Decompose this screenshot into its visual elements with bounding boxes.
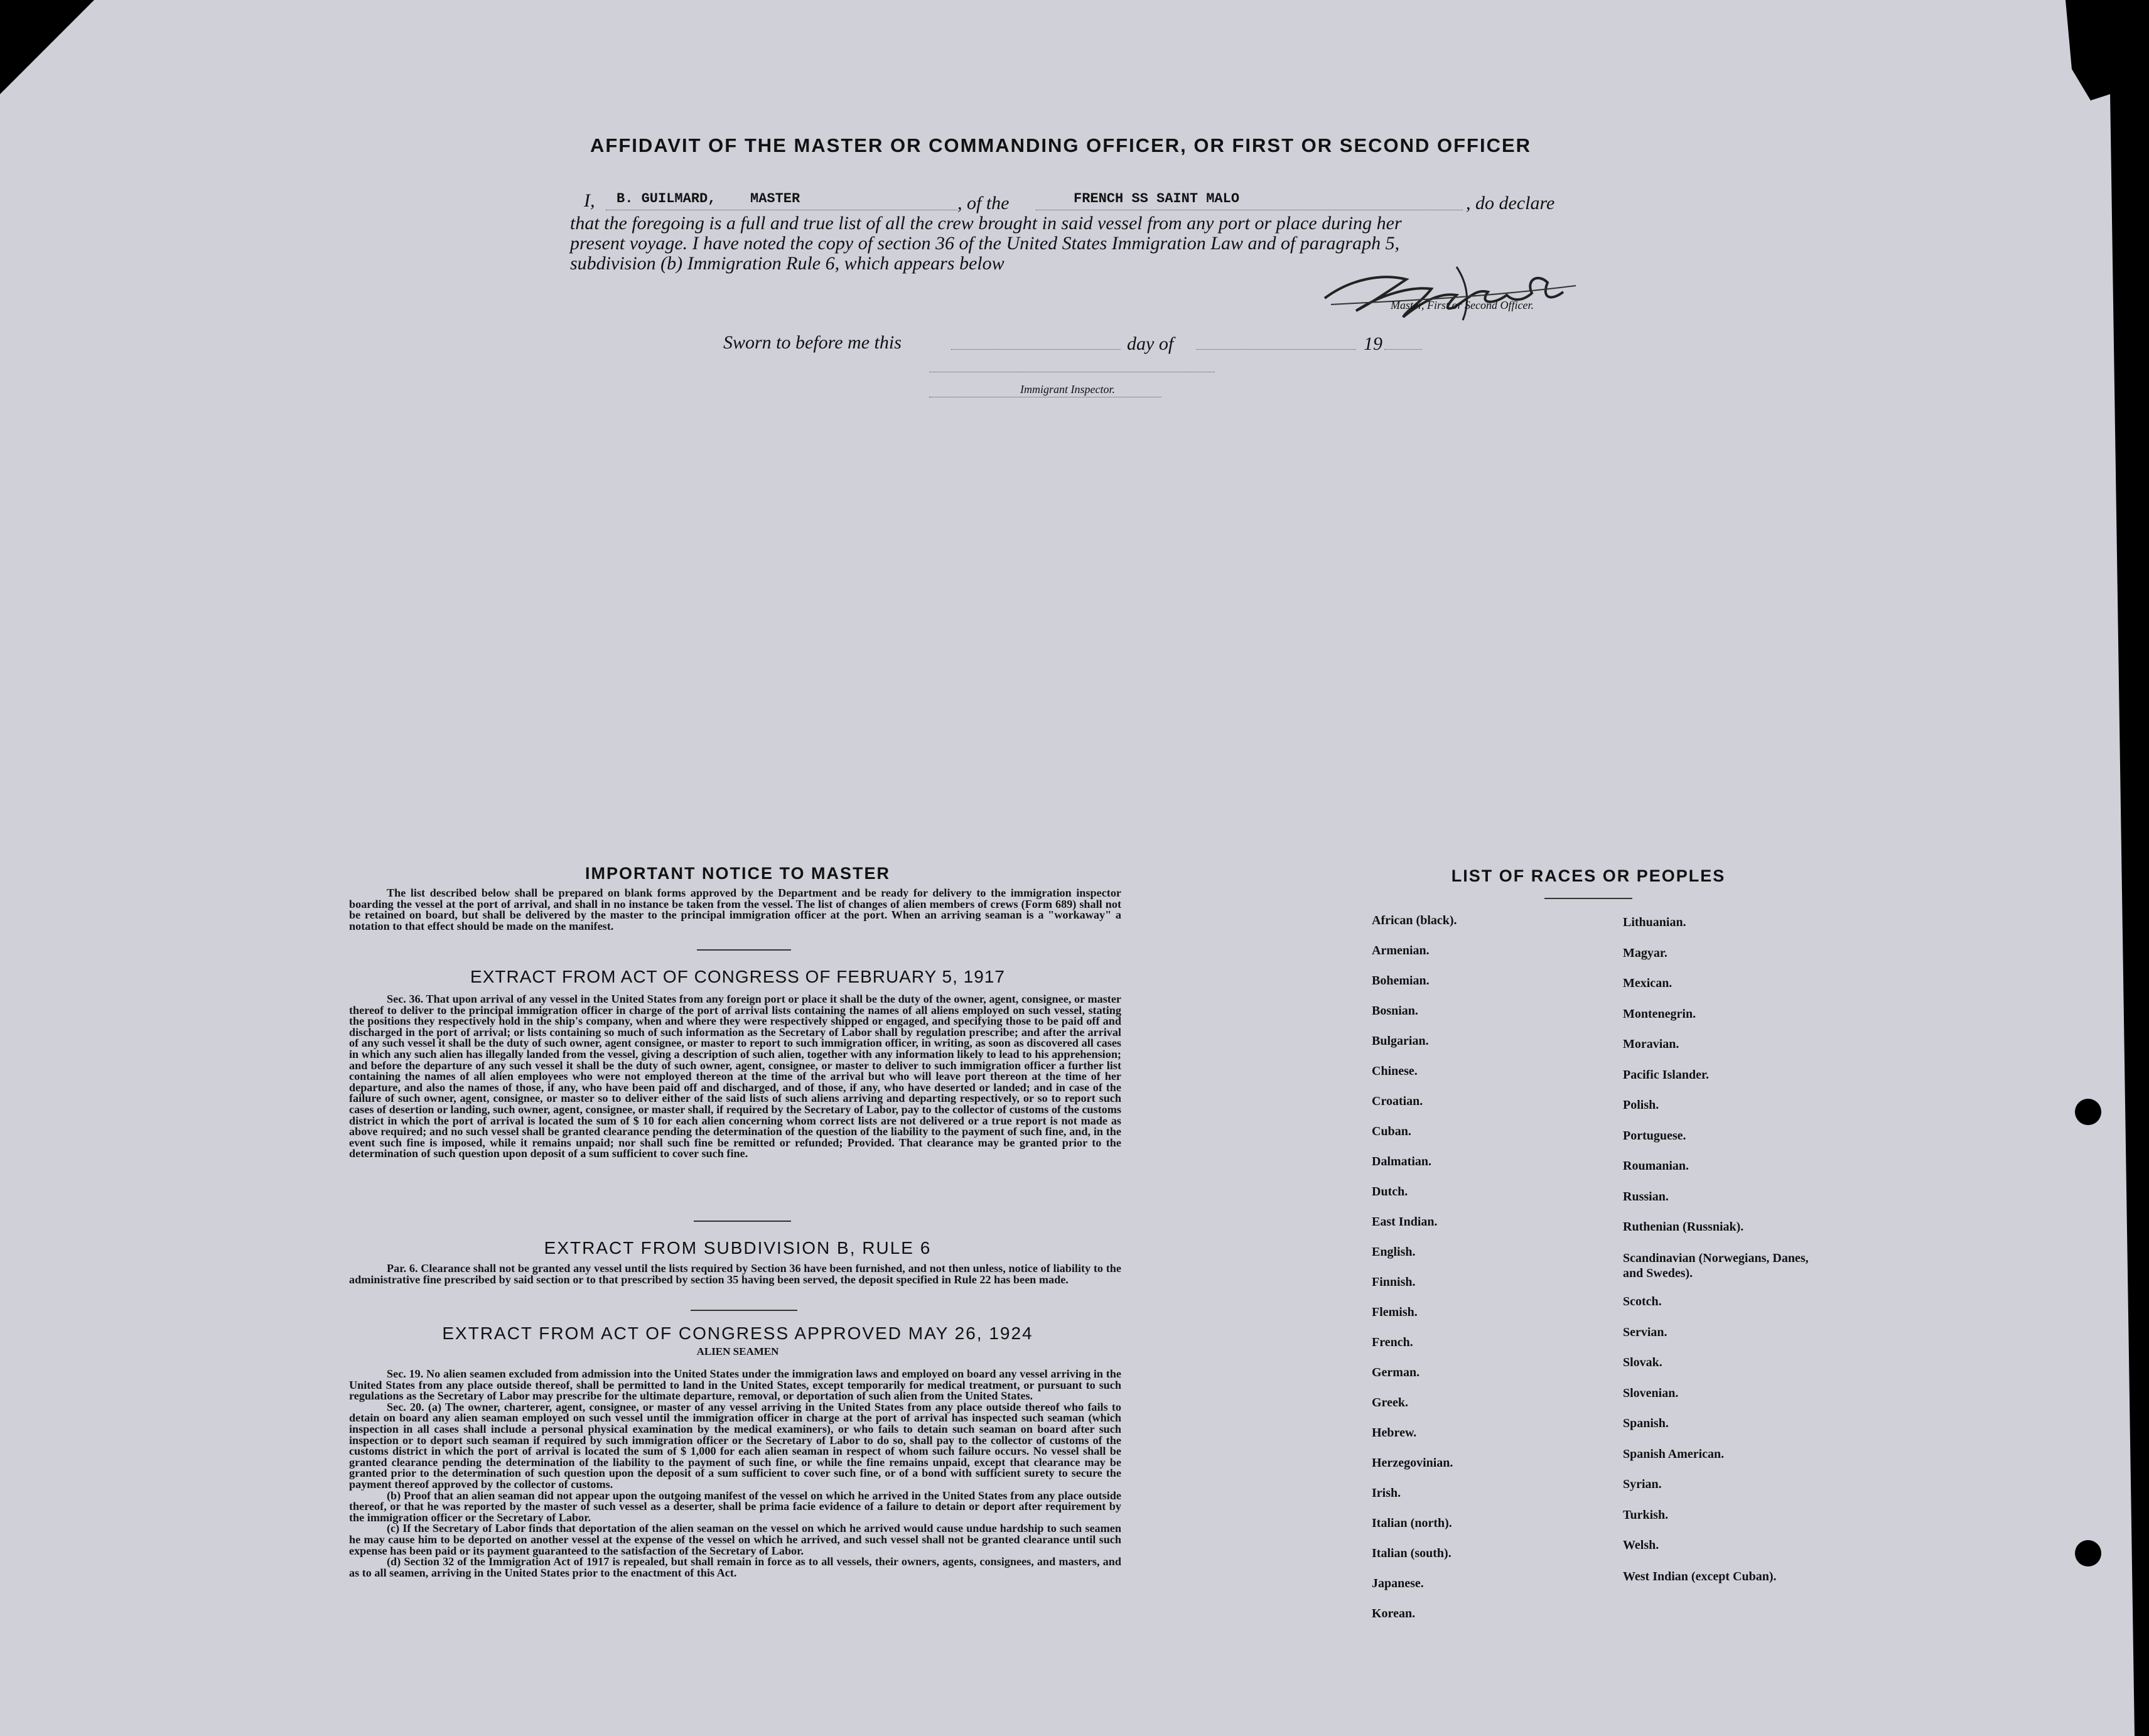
- race-item: Flemish.: [1372, 1305, 1418, 1319]
- extract-1917-title: EXTRACT FROM ACT OF CONGRESS OF FEBRUARY 5, 1917: [470, 967, 1005, 986]
- master-name: B. GUILMARD,: [617, 191, 716, 207]
- of-the-text: , of the: [957, 193, 1010, 213]
- race-item: Lithuanian.: [1623, 915, 1686, 929]
- race-item: Welsh.: [1623, 1538, 1659, 1552]
- race-item: Turkish.: [1623, 1507, 1669, 1522]
- race-item: Japanese.: [1372, 1577, 1424, 1590]
- race-item: Magyar.: [1623, 946, 1667, 960]
- master-signature: [1312, 254, 1588, 323]
- race-item: Portuguese.: [1623, 1128, 1686, 1143]
- notice-body: The list described below shall be prepared on blank forms approved by the Department and be ready for delivery to the immigration inspector boarding the vessel at the port of arrival, and shall in no instance be taken from the vessel. The list of changes of alien members of crews (Form 689) shall not be retained on board, but shall be delivered by the master to the principal immigration officer at the port. When an arriving seaman is a "workaway" a notation to that effect should be made on the manifest.: [349, 887, 1121, 932]
- sec-19-paragraph: Sec. 19. No alien seamen excluded from admission into the United States under the immigration laws and employed on board any vessel arriving in the United States from any place outside thereof, shall be permitted to land in the United States, except temporarily for medical treatment, or pursuant to such regulations as the Secretary of Labor may prescribe for the ultimate departure, removal, or deportation of such alien from the United States.: [349, 1367, 1121, 1403]
- master-rank: MASTER: [750, 191, 800, 207]
- extract-1924-body: [349, 1369, 1121, 1578]
- race-item: Montenegrin.: [1623, 1006, 1696, 1021]
- race-item: Pacific Islander.: [1623, 1067, 1710, 1082]
- year-prefix: 19: [1364, 333, 1382, 354]
- rule-6-title: EXTRACT FROM SUBDIVISION B, RULE 6: [544, 1238, 932, 1258]
- signature-caption: Master, First or Second Officer.: [1391, 299, 1534, 311]
- race-item: Moravian.: [1623, 1037, 1679, 1051]
- do-declare-text: , do declare: [1466, 193, 1555, 213]
- vessel-name: FRENCH SS SAINT MALO: [1074, 191, 1240, 207]
- sec-20a-paragraph: Sec. 20. (a) The owner, charterer, agent, consignee, or master of any vessel arriving in the United States from any place outside thereof who fails to detain on board any alien seaman employed on such vessel until the immigration officer in charge at the port of arrival has inspected such seaman (which inspection in all cases shall include a personal physical examination by the medical examiners), or who fails to detain such seaman on board after such inspection or to deport such seaman if required by such immigration officer or the Secretary of Labor to do so, shall pay to the collector of customs of the customs district in which the port of arrival is located the sum of $ 1,000 for each alien seaman in respect of whom such failure occurs. No vessel shall be granted clearance pending the determination of the liability to the payment of such fine, or while the fine remains unpaid, except that clearance may be granted prior to the determination of such question upon the deposit of a sum sufficient to cover such fine, or of a bond with sufficient surety to secure the payment thereof approved by the collector of customs.: [349, 1400, 1121, 1491]
- declaration-line-3: present voyage. I have noted the copy of section 36 of the United States Immigration Law and of paragraph 5,: [570, 233, 1400, 254]
- race-item: Slovenian.: [1623, 1386, 1679, 1400]
- rule-6-body: Par. 6. Clearance shall not be granted any vessel until the lists required by Section 36 have been furnished, and not then unless, notice of liability to the administrative fine prescribed by said section or to that prescribed by section 35 having been served, the deposit specified in Rule 22 has been made.: [349, 1262, 1121, 1286]
- race-item: Slovak.: [1623, 1356, 1662, 1369]
- race-item: Servian.: [1623, 1325, 1667, 1339]
- race-item: Bohemian.: [1372, 974, 1430, 988]
- race-item: Finnish.: [1372, 1275, 1416, 1289]
- inspector-caption: Immigrant Inspector.: [1020, 383, 1115, 396]
- race-item: Roumanian.: [1623, 1159, 1689, 1173]
- race-item: Hebrew.: [1372, 1426, 1417, 1440]
- race-item: Polish.: [1623, 1098, 1659, 1112]
- race-item: West Indian (except Cuban).: [1623, 1569, 1777, 1583]
- race-item: Spanish American.: [1623, 1447, 1725, 1461]
- race-item: English.: [1372, 1245, 1416, 1259]
- race-item: Italian (south).: [1372, 1546, 1452, 1560]
- punch-hole: [2075, 1540, 2101, 1566]
- race-item: Armenian.: [1372, 944, 1430, 957]
- race-item: Dutch.: [1372, 1185, 1408, 1199]
- race-item: Bosnian.: [1372, 1004, 1418, 1018]
- race-item: Korean.: [1372, 1607, 1416, 1620]
- race-item: Russian.: [1623, 1189, 1669, 1204]
- race-item: Bulgarian.: [1372, 1034, 1429, 1048]
- race-item: Syrian.: [1623, 1477, 1662, 1491]
- race-item: German.: [1372, 1366, 1420, 1379]
- day-of-text: day of: [1127, 333, 1174, 354]
- sworn-text: Sworn to before me this: [723, 332, 902, 353]
- race-item: Chinese.: [1372, 1064, 1418, 1078]
- extract-1924-title: EXTRACT FROM ACT OF CONGRESS APPROVED MAY 26, 1924: [442, 1324, 1033, 1343]
- punch-hole: [2075, 1099, 2101, 1125]
- race-item: Ruthenian (Russniak).: [1623, 1220, 1744, 1234]
- race-item: Spanish.: [1623, 1416, 1669, 1430]
- declaration-i: I,: [584, 190, 595, 211]
- race-item: French.: [1372, 1335, 1413, 1349]
- race-item: East Indian.: [1372, 1215, 1438, 1229]
- race-item: Irish.: [1372, 1486, 1401, 1500]
- affidavit-title: AFFIDAVIT OF THE MASTER OR COMMANDING OFFICER, OR FIRST OR SECOND OFFICER: [590, 134, 1532, 156]
- race-item: Italian (north).: [1372, 1516, 1452, 1530]
- race-item: Mexican.: [1623, 976, 1672, 990]
- extract-1924-subtitle: ALIEN SEAMEN: [696, 1345, 779, 1357]
- race-item: Dalmatian.: [1372, 1155, 1431, 1168]
- races-title: LIST OF RACES OR PEOPLES: [1451, 866, 1726, 885]
- race-item: Cuban.: [1372, 1124, 1411, 1138]
- race-item: Greek.: [1372, 1396, 1408, 1410]
- declaration-line-4: subdivision (b) Immigration Rule 6, which appears below: [570, 253, 1004, 274]
- notice-title: IMPORTANT NOTICE TO MASTER: [585, 864, 890, 883]
- race-item: Herzegovinian.: [1372, 1456, 1453, 1470]
- race-item: Scotch.: [1623, 1295, 1662, 1308]
- race-item: Croatian.: [1372, 1094, 1423, 1108]
- sec-20b-paragraph: (b) Proof that an alien seaman did not appear upon the outgoing manifest of the vessel on which he arrived in the United States from any place outside thereof, or that he was reported by the master of such vessel as a deserter, shall be prima facie evidence of a failure to detain or deport after requirement by the immigration officer or the Secretary of Labor.: [349, 1489, 1121, 1524]
- race-item: African (black).: [1372, 914, 1457, 927]
- sec-20d-paragraph: (d) Section 32 of the Immigration Act of 1917 is repealed, but shall remain in force as to all vessels, their owners, agents, consignees, and masters, and as to all seamen, arriving in the United States prior to the enactment of this Act.: [349, 1555, 1121, 1579]
- declaration-line-2: that the foregoing is a full and true list of all the crew brought in said vessel from any port or place during her: [570, 213, 1402, 234]
- sec-20c-paragraph: (c) If the Secretary of Labor finds that deportation of the alien seaman on the vessel on which he arrived would cause undue hardship to such seamen he may cause him to be deported on another vessel at the expense of the vessel on which he arrived, and such vessel shall not be granted clearance until such expense has been paid or its payment guaranteed to the satisfaction of the Secretary of Labor.: [349, 1522, 1121, 1557]
- race-item: Scandinavian (Norwegians, Danes, and Swedes).: [1623, 1251, 1809, 1280]
- extract-1917-body: Sec. 36. That upon arrival of any vessel in the United States from any foreign port or place it shall be the duty of the owner, agent, consignee, or master thereof to deliver to the principal immigration officer in charge of the port of arrival lists containing the names of all aliens employed on such vessel, stating the positions they respectively hold in the ship's company, when and where they were respectively shipped or engaged, and specifying those to be paid off and discharged in the port of arrival; or lists containing so much of such information as the Secretary of Labor shall by regulation prescribe; and after the arrival of any such vessel it shall be the duty of such owner, agent consignee, or master to report to such immigration officer, in writing, as soon as discovered all cases in which any such alien has illegally landed from the vessel, giving a description of such alien, together with any information likely to lead to his apprehension; and before the departure of any such vessel it shall be the duty of such owner, agent, consignee, or master to deliver to such immigration officer a further list containing the names of all alien employees who were not employed thereon at the time of the arrival but who will leave port thereon at the time of her departure, and also the names of those, if any, who have been paid off and discharged, and of those, if any, who have deserted or landed; and in case of the failure of such owner, agent, consignee, or master so to deliver either of the said lists of such aliens arriving and departing respectively, or so to report such cases of desertion or landing, such owner, agent, consignee, or master shall, if required by the Secretary of Labor, pay to the collector of customs of the customs district in which the port of arrival is located the sum of $ 10 for each alien concerning whom correct lists are not delivered or a true report is not made as above required; and no such vessel shall be granted clearance pending the determination of the question of the liability to the payment of such fine, and, in the event such fine is imposed, while it remains unpaid; nor shall such fine be remitted or refunded; Provided. That clearance may be granted prior to the determination of such question upon deposit of a sum sufficient to cover such fine.: [349, 993, 1121, 1160]
